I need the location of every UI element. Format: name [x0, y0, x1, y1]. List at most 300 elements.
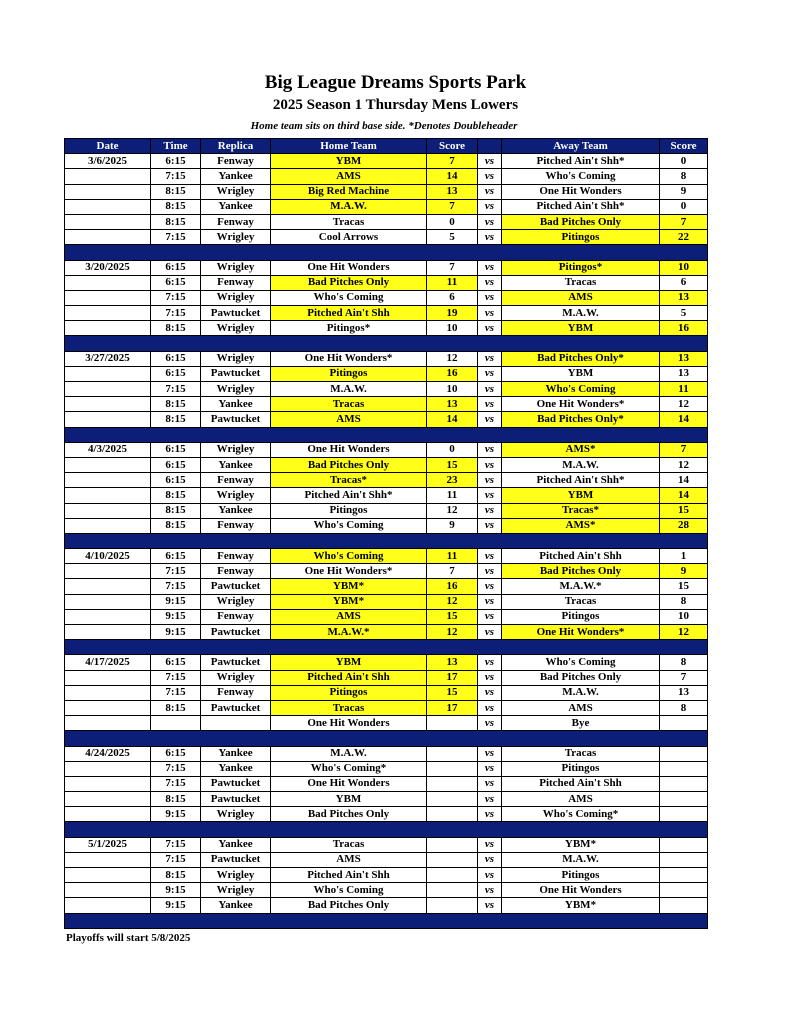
away-team: AMS [502, 792, 660, 807]
col-header-date: Date [65, 139, 151, 154]
game-date [65, 397, 151, 412]
away-score: 9 [660, 184, 708, 199]
week-separator [65, 640, 708, 655]
vs-label: vs [478, 169, 502, 184]
home-score: 10 [427, 382, 478, 397]
home-team: YBM* [271, 594, 427, 609]
game-row [65, 670, 708, 685]
game-time: 6:15 [151, 366, 201, 381]
away-score [660, 716, 708, 731]
game-time: 8:15 [151, 700, 201, 715]
game-date: 4/3/2025 [65, 442, 151, 457]
vs-label: vs [478, 579, 502, 594]
away-team: AMS* [502, 442, 660, 457]
game-field: Fenway [201, 214, 271, 229]
game-date [65, 214, 151, 229]
home-score: 23 [427, 473, 478, 488]
vs-label: vs [478, 564, 502, 579]
home-score: 11 [427, 549, 478, 564]
game-time: 6:15 [151, 746, 201, 761]
game-time: 8:15 [151, 214, 201, 229]
away-team: AMS* [502, 518, 660, 533]
away-team: M.A.W.* [502, 579, 660, 594]
home-score: 12 [427, 625, 478, 640]
game-time: 7:15 [151, 290, 201, 305]
away-score [660, 837, 708, 852]
home-score [427, 792, 478, 807]
game-row [65, 792, 708, 807]
game-field: Yankee [201, 503, 271, 518]
away-score: 10 [660, 609, 708, 624]
away-team: One Hit Wonders [502, 184, 660, 199]
game-date: 3/27/2025 [65, 351, 151, 366]
game-row [65, 837, 708, 852]
vs-label: vs [478, 214, 502, 229]
game-field: Wrigley [201, 594, 271, 609]
away-team: Who's Coming [502, 655, 660, 670]
game-row [65, 609, 708, 624]
vs-label: vs [478, 625, 502, 640]
game-row [65, 412, 708, 427]
week-separator-cell [65, 731, 708, 746]
col-header-away-team: Away Team [502, 139, 660, 154]
game-time: 7:15 [151, 852, 201, 867]
away-score: 14 [660, 412, 708, 427]
away-score: 6 [660, 275, 708, 290]
home-team: YBM [271, 655, 427, 670]
home-team: M.A.W. [271, 382, 427, 397]
away-team: Pitingos [502, 761, 660, 776]
game-time: 8:15 [151, 397, 201, 412]
game-time: 6:15 [151, 154, 201, 169]
away-team: Tracas [502, 594, 660, 609]
game-time: 8:15 [151, 792, 201, 807]
page-title: Big League Dreams Sports Park [264, 72, 527, 93]
game-row [65, 761, 708, 776]
away-score: 14 [660, 488, 708, 503]
away-score [660, 746, 708, 761]
vs-label: vs [478, 351, 502, 366]
away-team: Pitched Ain't Shh* [502, 199, 660, 214]
home-team: Who's Coming [271, 883, 427, 898]
home-score [427, 761, 478, 776]
game-row [65, 184, 708, 199]
game-field: Wrigley [201, 670, 271, 685]
week-separator [65, 731, 708, 746]
home-team: M.A.W. [271, 199, 427, 214]
game-row [65, 746, 708, 761]
game-field: Yankee [201, 169, 271, 184]
game-field: Wrigley [201, 230, 271, 245]
schedule-body [65, 154, 708, 929]
home-team: M.A.W.* [271, 625, 427, 640]
away-team: Tracas [502, 746, 660, 761]
vs-label: vs [478, 746, 502, 761]
game-time: 9:15 [151, 625, 201, 640]
home-team: YBM* [271, 579, 427, 594]
page-subtitle: 2025 Season 1 Thursday Mens Lowers [272, 97, 519, 113]
home-team: Tracas [271, 397, 427, 412]
game-date [65, 184, 151, 199]
game-time: 8:15 [151, 503, 201, 518]
away-team: Who's Coming* [502, 807, 660, 822]
away-score: 16 [660, 321, 708, 336]
game-field: Fenway [201, 154, 271, 169]
vs-label: vs [478, 397, 502, 412]
home-score [427, 898, 478, 913]
away-score: 8 [660, 700, 708, 715]
away-team: M.A.W. [502, 457, 660, 472]
home-team: One Hit Wonders [271, 260, 427, 275]
home-team: One Hit Wonders [271, 442, 427, 457]
week-separator [65, 822, 708, 837]
game-field: Yankee [201, 898, 271, 913]
home-score: 7 [427, 199, 478, 214]
vs-label: vs [478, 594, 502, 609]
away-team: AMS [502, 700, 660, 715]
away-score: 15 [660, 579, 708, 594]
home-team: One Hit Wonders [271, 776, 427, 791]
game-field: Pawtucket [201, 655, 271, 670]
home-team: AMS [271, 412, 427, 427]
game-time: 9:15 [151, 594, 201, 609]
game-field: Wrigley [201, 868, 271, 883]
game-field: Wrigley [201, 883, 271, 898]
home-team: YBM [271, 154, 427, 169]
game-date [65, 503, 151, 518]
game-field: Wrigley [201, 290, 271, 305]
game-row [65, 154, 708, 169]
away-score [660, 883, 708, 898]
game-time: 7:15 [151, 761, 201, 776]
game-time: 6:15 [151, 442, 201, 457]
game-date: 4/17/2025 [65, 655, 151, 670]
game-row [65, 564, 708, 579]
away-team: One Hit Wonders* [502, 625, 660, 640]
game-date [65, 473, 151, 488]
home-score: 11 [427, 275, 478, 290]
vs-label: vs [478, 442, 502, 457]
game-field: Pawtucket [201, 412, 271, 427]
week-separator-cell [65, 336, 708, 351]
game-row [65, 382, 708, 397]
week-separator [65, 913, 708, 928]
game-date [65, 792, 151, 807]
away-team: Bad Pitches Only [502, 214, 660, 229]
home-score [427, 807, 478, 822]
game-date [65, 230, 151, 245]
home-team: Who's Coming [271, 549, 427, 564]
game-row [65, 852, 708, 867]
game-field: Pawtucket [201, 306, 271, 321]
game-time: 6:15 [151, 473, 201, 488]
away-team: Bad Pitches Only [502, 564, 660, 579]
game-time: 7:15 [151, 837, 201, 852]
vs-label: vs [478, 883, 502, 898]
away-team: M.A.W. [502, 852, 660, 867]
vs-label: vs [478, 260, 502, 275]
home-team: Bad Pitches Only [271, 807, 427, 822]
vs-label: vs [478, 366, 502, 381]
away-team: One Hit Wonders* [502, 397, 660, 412]
game-row [65, 776, 708, 791]
game-field: Wrigley [201, 351, 271, 366]
away-team: Bad Pitches Only* [502, 351, 660, 366]
home-score: 6 [427, 290, 478, 305]
game-time: 9:15 [151, 898, 201, 913]
away-team: Bad Pitches Only* [502, 412, 660, 427]
game-time: 7:15 [151, 382, 201, 397]
home-score: 7 [427, 154, 478, 169]
vs-label: vs [478, 473, 502, 488]
game-row [65, 199, 708, 214]
home-score: 13 [427, 397, 478, 412]
away-score: 13 [660, 290, 708, 305]
game-row [65, 625, 708, 640]
game-time: 8:15 [151, 184, 201, 199]
game-date [65, 776, 151, 791]
away-score: 0 [660, 154, 708, 169]
away-score: 5 [660, 306, 708, 321]
game-date [65, 868, 151, 883]
away-team: Pitched Ain't Shh* [502, 154, 660, 169]
home-score: 10 [427, 321, 478, 336]
home-score: 7 [427, 260, 478, 275]
away-score [660, 898, 708, 913]
away-score [660, 792, 708, 807]
home-score: 15 [427, 609, 478, 624]
game-time: 8:15 [151, 199, 201, 214]
game-field: Fenway [201, 473, 271, 488]
game-row [65, 473, 708, 488]
home-team: YBM [271, 792, 427, 807]
away-team: AMS [502, 290, 660, 305]
game-date [65, 457, 151, 472]
away-team: Pitched Ain't Shh [502, 549, 660, 564]
game-date [65, 518, 151, 533]
game-field: Pawtucket [201, 579, 271, 594]
home-score [427, 716, 478, 731]
home-team: AMS [271, 169, 427, 184]
away-score: 12 [660, 397, 708, 412]
game-time: 8:15 [151, 518, 201, 533]
game-field: Pawtucket [201, 366, 271, 381]
away-team: M.A.W. [502, 685, 660, 700]
week-separator-cell [65, 913, 708, 928]
game-date [65, 412, 151, 427]
home-score: 7 [427, 564, 478, 579]
game-date [65, 852, 151, 867]
vs-label: vs [478, 761, 502, 776]
game-row [65, 260, 708, 275]
col-header-home-score: Score [427, 139, 478, 154]
home-score [427, 883, 478, 898]
away-team: YBM [502, 488, 660, 503]
game-row [65, 397, 708, 412]
vs-label: vs [478, 898, 502, 913]
game-row [65, 685, 708, 700]
home-team: Cool Arrows [271, 230, 427, 245]
game-row [65, 868, 708, 883]
game-row [65, 518, 708, 533]
game-date: 3/6/2025 [65, 154, 151, 169]
game-field: Fenway [201, 275, 271, 290]
game-field: Pawtucket [201, 852, 271, 867]
away-score [660, 761, 708, 776]
game-time: 7:15 [151, 776, 201, 791]
home-score: 5 [427, 230, 478, 245]
schedule-table [64, 138, 708, 929]
game-time: 7:15 [151, 564, 201, 579]
game-date: 5/1/2025 [65, 837, 151, 852]
game-field: Pawtucket [201, 700, 271, 715]
away-score: 8 [660, 169, 708, 184]
home-score: 12 [427, 594, 478, 609]
away-team: Pitingos [502, 609, 660, 624]
col-header-vs [478, 139, 502, 154]
col-header-replica: Replica [201, 139, 271, 154]
home-score: 13 [427, 655, 478, 670]
away-team: Who's Coming [502, 169, 660, 184]
game-row [65, 883, 708, 898]
game-date [65, 625, 151, 640]
home-score [427, 852, 478, 867]
vs-label: vs [478, 716, 502, 731]
game-date [65, 670, 151, 685]
week-separator [65, 427, 708, 442]
vs-label: vs [478, 306, 502, 321]
game-row [65, 457, 708, 472]
game-field: Wrigley [201, 382, 271, 397]
game-date [65, 199, 151, 214]
game-field: Wrigley [201, 807, 271, 822]
col-header-time: Time [151, 139, 201, 154]
vs-label: vs [478, 837, 502, 852]
home-team: Big Red Machine [271, 184, 427, 199]
game-time: 6:15 [151, 457, 201, 472]
game-field: Yankee [201, 761, 271, 776]
game-field: Fenway [201, 549, 271, 564]
home-team: Pitingos* [271, 321, 427, 336]
vs-label: vs [478, 457, 502, 472]
away-team: Pitingos* [502, 260, 660, 275]
vs-label: vs [478, 199, 502, 214]
game-field [201, 716, 271, 731]
home-score [427, 776, 478, 791]
vs-label: vs [478, 290, 502, 305]
home-team: Pitingos [271, 503, 427, 518]
game-row [65, 275, 708, 290]
home-team: Tracas* [271, 473, 427, 488]
game-row [65, 594, 708, 609]
vs-label: vs [478, 852, 502, 867]
vs-label: vs [478, 412, 502, 427]
game-date [65, 169, 151, 184]
home-score: 9 [427, 518, 478, 533]
home-team: Bad Pitches Only [271, 275, 427, 290]
home-score: 12 [427, 351, 478, 366]
game-date: 4/24/2025 [65, 746, 151, 761]
home-score: 0 [427, 214, 478, 229]
game-field: Wrigley [201, 184, 271, 199]
vs-label: vs [478, 609, 502, 624]
game-field: Fenway [201, 609, 271, 624]
away-score: 22 [660, 230, 708, 245]
game-row [65, 214, 708, 229]
vs-label: vs [478, 184, 502, 199]
vs-label: vs [478, 275, 502, 290]
game-time: 6:15 [151, 275, 201, 290]
col-header-home-team: Home Team [271, 139, 427, 154]
away-score [660, 852, 708, 867]
week-separator [65, 245, 708, 260]
game-row [65, 366, 708, 381]
game-field: Yankee [201, 457, 271, 472]
away-score: 13 [660, 685, 708, 700]
game-date [65, 685, 151, 700]
game-time: 8:15 [151, 488, 201, 503]
game-date [65, 579, 151, 594]
game-time: 7:15 [151, 169, 201, 184]
game-row [65, 807, 708, 822]
vs-label: vs [478, 807, 502, 822]
vs-label: vs [478, 685, 502, 700]
game-row [65, 321, 708, 336]
game-date [65, 716, 151, 731]
home-team: Pitingos [271, 366, 427, 381]
game-date [65, 898, 151, 913]
away-score: 7 [660, 214, 708, 229]
vs-label: vs [478, 230, 502, 245]
vs-label: vs [478, 868, 502, 883]
col-header-away-score: Score [660, 139, 708, 154]
game-date [65, 321, 151, 336]
away-team: Pitched Ain't Shh [502, 776, 660, 791]
away-team: YBM* [502, 898, 660, 913]
game-date [65, 306, 151, 321]
vs-label: vs [478, 382, 502, 397]
away-score: 12 [660, 457, 708, 472]
playoffs-note: Playoffs will start 5/8/2025 [66, 932, 191, 944]
game-field: Wrigley [201, 442, 271, 457]
game-date: 3/20/2025 [65, 260, 151, 275]
game-time: 8:15 [151, 321, 201, 336]
home-team: AMS [271, 609, 427, 624]
game-date [65, 488, 151, 503]
home-score: 15 [427, 457, 478, 472]
home-score [427, 746, 478, 761]
game-row [65, 230, 708, 245]
away-score: 13 [660, 366, 708, 381]
game-row [65, 442, 708, 457]
home-team: Bad Pitches Only [271, 457, 427, 472]
home-team: Pitched Ain't Shh* [271, 488, 427, 503]
week-separator-cell [65, 640, 708, 655]
home-team: Bad Pitches Only [271, 898, 427, 913]
game-date [65, 366, 151, 381]
game-time: 7:15 [151, 670, 201, 685]
game-date [65, 883, 151, 898]
home-team: Tracas [271, 214, 427, 229]
home-team: Who's Coming [271, 290, 427, 305]
away-score: 9 [660, 564, 708, 579]
game-date [65, 290, 151, 305]
game-time: 9:15 [151, 807, 201, 822]
home-score: 17 [427, 670, 478, 685]
week-separator [65, 533, 708, 548]
game-time: 9:15 [151, 883, 201, 898]
home-team: Who's Coming [271, 518, 427, 533]
